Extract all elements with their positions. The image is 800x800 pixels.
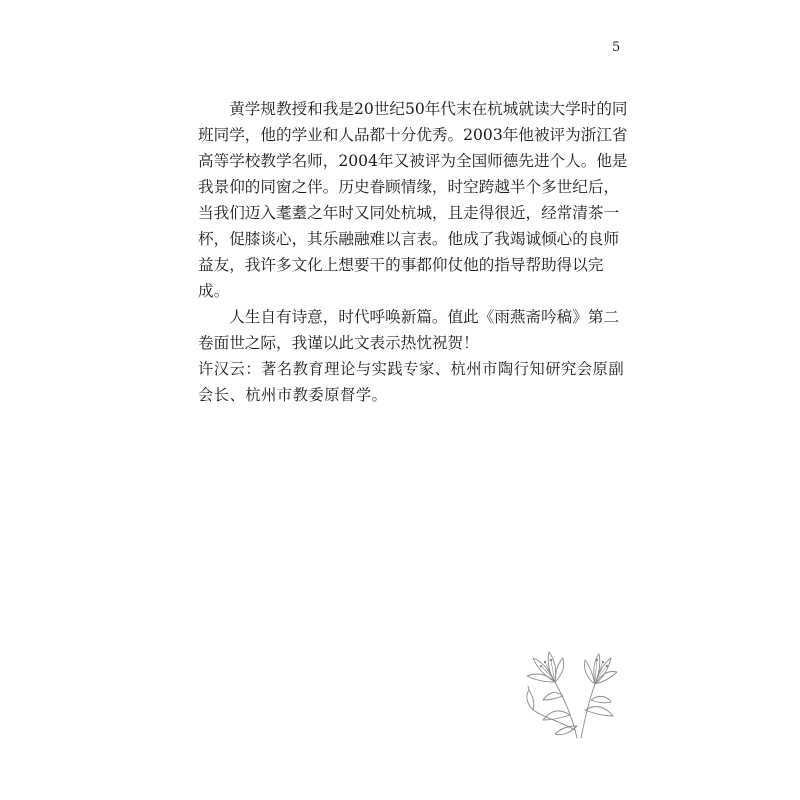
lily-flower-illustration bbox=[515, 630, 620, 740]
page-number: 5 bbox=[612, 40, 621, 55]
body-text bbox=[198, 96, 634, 356]
paragraph-1: 黄学规教授和我是20世纪50年代末在杭城就读大学时的同班同学，他的学业和人品都十分优秀。2003年他被评为浙江省高等学校教学名师，2004年又被评为全国师德先进个人。他是我景仰的同窗之伴。历史眷顾情缘，时空跨越半个多世纪后，当我们迈入耄耋之年时又同处杭城，且走得很近，经常清茶一杯，促膝谈心，其乐融融难以言表。他成了我竭诚倾心的良师益友，我许多文化上想要干的事都仰仗他的指导帮助得以完成。 bbox=[198, 100, 628, 300]
author-note: 许汉云：著名教育理论与实践专家、杭州市陶行知研究会原副会长、杭州市教委原督学。 bbox=[198, 360, 625, 404]
paragraph-2: 人生自有诗意，时代呼唤新篇。值此《雨燕斋吟稿》第二卷面世之际，我谨以此文表示热忱祝贺！ bbox=[198, 308, 620, 352]
